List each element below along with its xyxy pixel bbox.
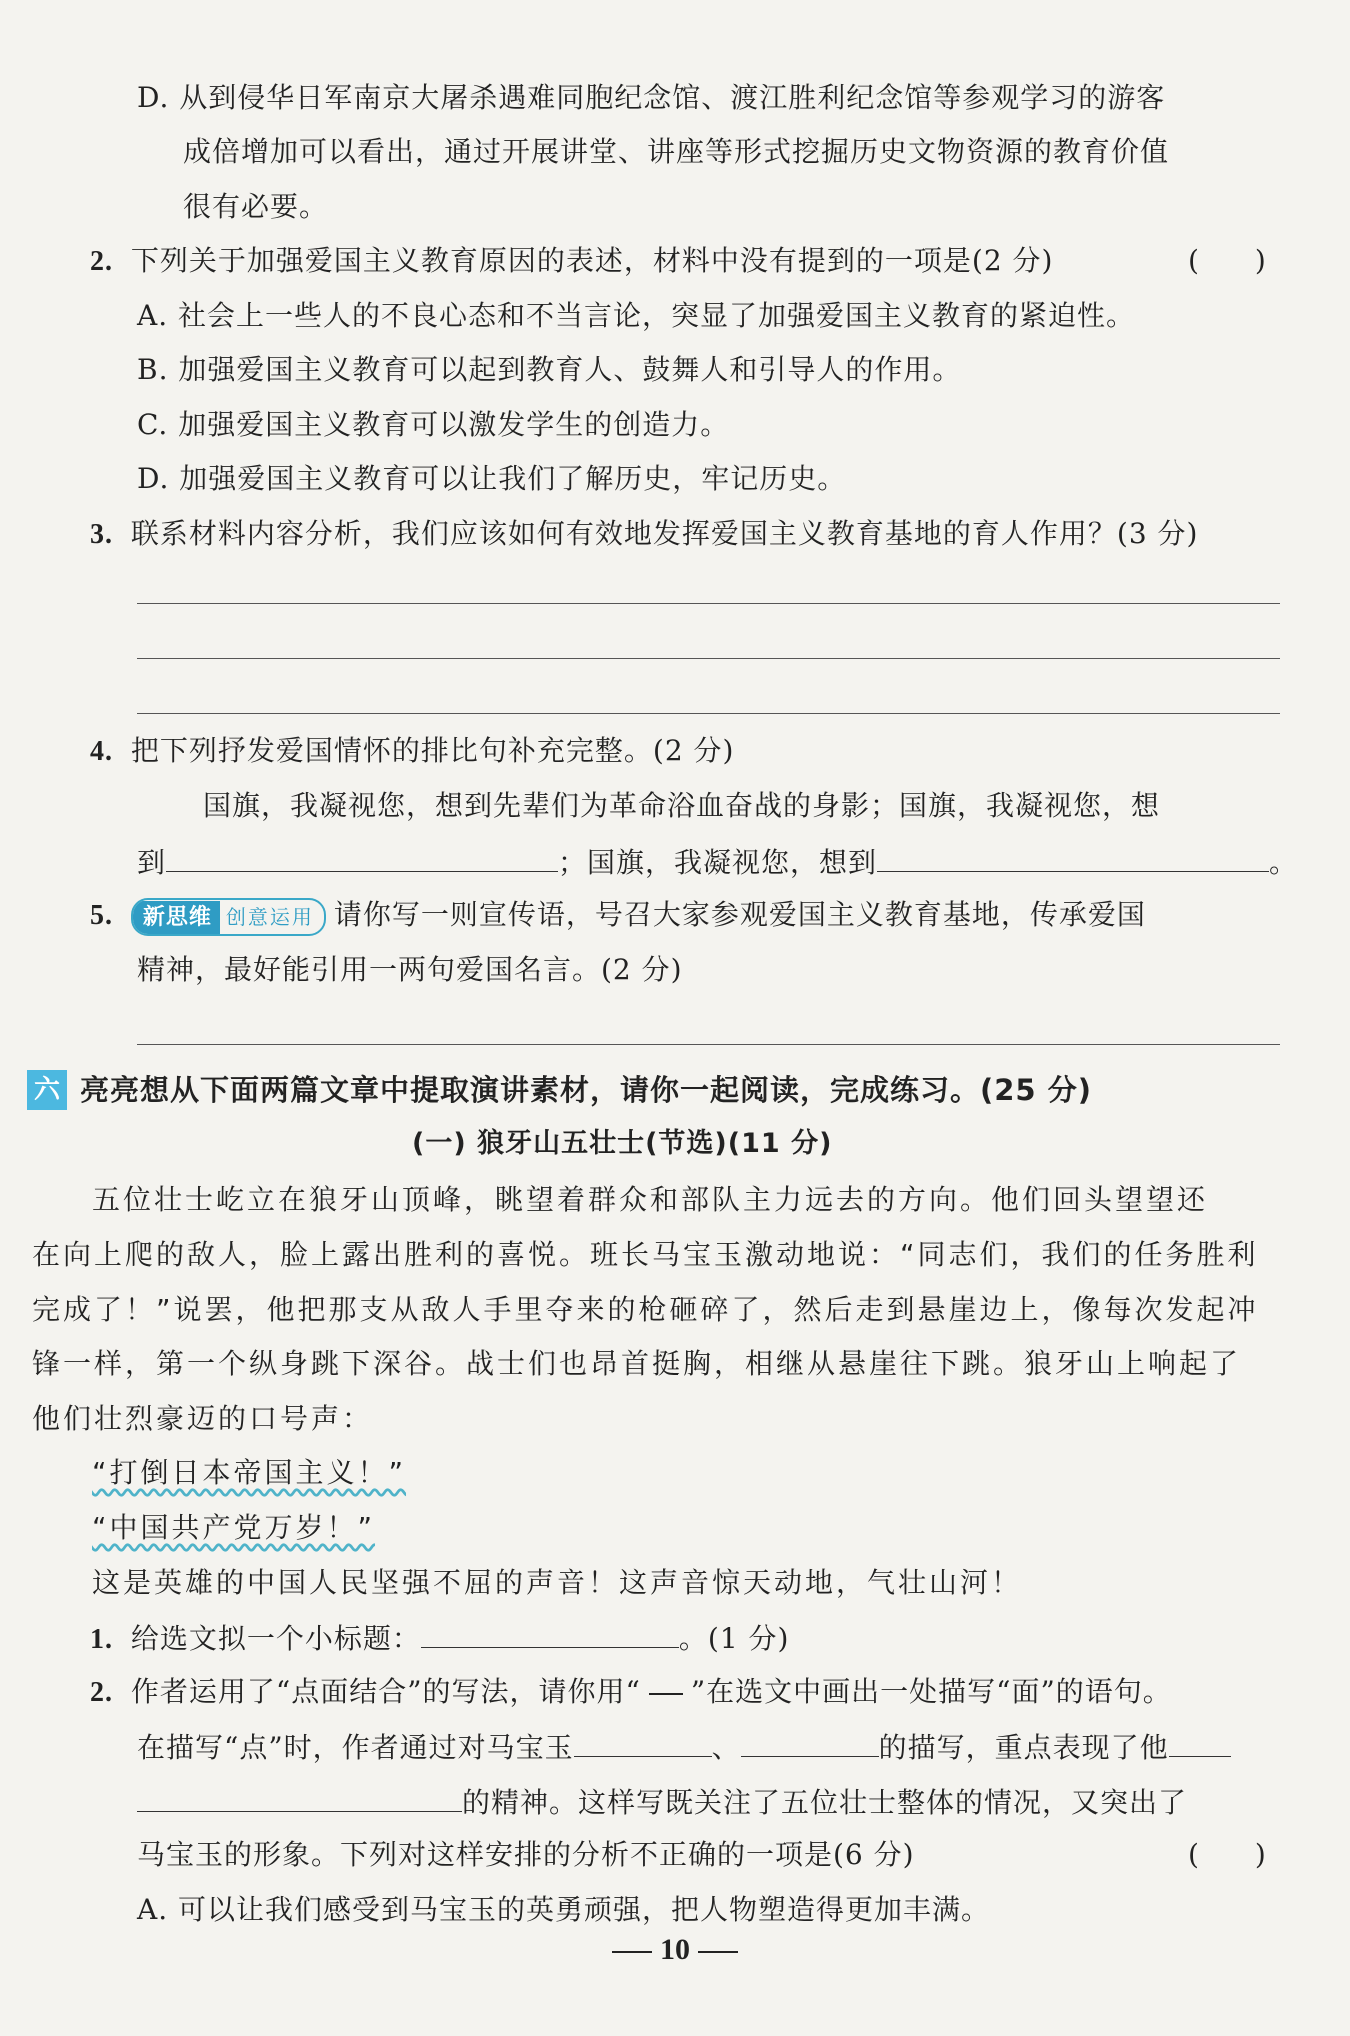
- p1-stem: [90, 1617, 790, 1660]
- q3-stem: [90, 514, 1198, 555]
- p2-line2-start: 在描写“点”时，作者通过对马宝玉: [137, 1731, 574, 1764]
- q4-stem: [90, 731, 734, 772]
- passage-line-2: 在向上爬的敌人，脸上露出胜利的喜悦。班长马宝玉激动地说：“同志们，我们的任务胜利: [32, 1238, 1259, 1271]
- p2-line2-middle: 的描写，重点表现了他: [878, 1731, 1169, 1764]
- q4-line2-start: 到: [137, 846, 167, 879]
- p2-line1-start: 作者运用了“点面结合”的写法，请你用“: [130, 1675, 641, 1708]
- p2-line3-text: 的精神。这样写既关注了五位壮士整体的情况，又突出了: [462, 1786, 1188, 1819]
- q3-answer-line-2[interactable]: [137, 658, 1280, 659]
- page-number-dash-left: [612, 1951, 652, 1953]
- p1-stem-start: 给选文拟一个小标题：: [130, 1622, 421, 1655]
- q2-stem: [90, 241, 1053, 282]
- p2-number: 2.: [90, 1677, 113, 1708]
- q3-stem-text: 联系材料内容分析，我们应该如何有效地发挥爱国主义教育基地的育人作用？(3 分): [130, 517, 1199, 550]
- q3-number: 3.: [90, 519, 113, 550]
- q2-option-b: B. 加强爱国主义教育可以起到教育人、鼓舞人和引导人的作用。: [137, 353, 962, 386]
- p1-stem-end: 。(1 分): [678, 1622, 790, 1655]
- p2-line1-end: ”在选文中画出一处描写“面”的语句。: [690, 1675, 1172, 1708]
- p2-blank-1[interactable]: [574, 1726, 712, 1757]
- q4-line2-middle: ；国旗，我凝视您，想到: [558, 846, 878, 879]
- q4-line1: 国旗，我凝视您，想到先辈们为革命浴血奋战的身影；国旗，我凝视您，想: [203, 789, 1161, 822]
- passage-line-5: 他们壮烈豪迈的口号声：: [32, 1402, 374, 1435]
- new-thinking-badge: [131, 898, 326, 936]
- p2-line2: [137, 1726, 1231, 1768]
- p2-blank-3-cont[interactable]: [137, 1781, 462, 1812]
- q3-answer-line-1[interactable]: [137, 603, 1280, 604]
- q5-line1: 请你写一则宣传语，号召大家参观爱国主义教育基地，传承爱国: [333, 898, 1146, 931]
- slogan-2-text: “中国共产党万岁！”: [92, 1511, 376, 1544]
- badge-main-label: 新思维: [133, 901, 220, 935]
- passage-line-4: 锋一样，第一个纵身跳下深谷。战士们也昂首挺胸，相继从悬崖往下跳。狼牙山上响起了: [32, 1347, 1242, 1380]
- q4-number: 4.: [90, 736, 113, 767]
- passage-subtitle: (一) 狼牙山五壮士(节选)(11 分): [412, 1128, 833, 1159]
- passage-line-3: 完成了！”说罢，他把那支从敌人手里夺来的枪砸碎了，然后走到悬崖边上，像每次发起冲: [32, 1293, 1259, 1326]
- q2-stem-text: 下列关于加强爱国主义教育原因的表述，材料中没有提到的一项是(2 分): [130, 244, 1054, 277]
- passage-line-1: 五位壮士屹立在狼牙山顶峰，眺望着群众和部队主力远去的方向。他们回头望望还: [92, 1183, 1209, 1216]
- passage-closing: 这是英雄的中国人民坚强不屈的声音！这声音惊天动地，气壮山河！: [92, 1566, 1023, 1599]
- q5-number: 5.: [90, 900, 113, 931]
- q4-blank-2[interactable]: [877, 841, 1269, 872]
- underline-mark-icon: [649, 1693, 683, 1695]
- q2-option-c: C. 加强爱国主义教育可以激发学生的创造力。: [137, 408, 730, 441]
- p2-line3: [137, 1781, 1187, 1823]
- section-six-title: 亮亮想从下面两篇文章中提取演讲素材，请你一起阅读，完成练习。(25 分): [80, 1073, 1092, 1107]
- q2-option-a: A. 社会上一些人的不良心态和不当言论，突显了加强爱国主义教育的紧迫性。: [137, 299, 1136, 332]
- q5-answer-line[interactable]: [137, 1044, 1280, 1045]
- q4-stem-text: 把下列抒发爱国情怀的排比句补充完整。(2 分): [130, 734, 735, 767]
- q1-option-d-line3: 很有必要。: [183, 190, 329, 223]
- p2-line2-sep: 、: [711, 1731, 741, 1764]
- p1-number: 1.: [90, 1624, 113, 1655]
- q5-stem: [90, 895, 1146, 936]
- page-number-dash-right: [698, 1951, 738, 1953]
- page-number-text: 10: [660, 1933, 690, 1966]
- badge-sub-label: 创意运用: [225, 904, 314, 929]
- q4-line2: [137, 841, 1298, 883]
- p2-blank-3[interactable]: [1169, 1726, 1231, 1757]
- passage-slogan-2: [92, 1508, 375, 1548]
- passage-slogan-1: [92, 1453, 406, 1493]
- q4-blank-1[interactable]: [166, 841, 558, 872]
- q1-option-d-line1: D. 从到侵华日军南京大屠杀遇难同胞纪念馆、渡江胜利纪念馆等参观学习的游客: [137, 81, 1166, 114]
- section-six-marker: 六: [27, 1070, 67, 1110]
- slogan-1-text: “打倒日本帝国主义！”: [92, 1456, 407, 1489]
- q3-answer-line-3[interactable]: [137, 713, 1280, 714]
- p2-answer-paren[interactable]: ( ): [1188, 1838, 1266, 1871]
- q5-line2: 精神，最好能引用一两句爱国名言。(2 分): [137, 953, 683, 986]
- q2-number: 2.: [90, 246, 113, 277]
- p2-option-a: A. 可以让我们感受到马宝玉的英勇顽强，把人物塑造得更加丰满。: [137, 1893, 991, 1926]
- q2-option-d: D. 加强爱国主义教育可以让我们了解历史，牢记历史。: [137, 462, 847, 495]
- p2-blank-2[interactable]: [741, 1726, 879, 1757]
- q4-line2-end: 。: [1269, 846, 1299, 879]
- q2-answer-paren[interactable]: ( ): [1188, 244, 1266, 277]
- page-number: [0, 1933, 1350, 1967]
- p2-line4: 马宝玉的形象。下列对这样安排的分析不正确的一项是(6 分): [137, 1838, 915, 1871]
- p2-line1: [90, 1672, 1172, 1713]
- p1-title-blank[interactable]: [421, 1617, 679, 1648]
- q1-option-d-line2: 成倍增加可以看出，通过开展讲堂、讲座等形式挖掘历史文物资源的教育价值: [183, 135, 1170, 168]
